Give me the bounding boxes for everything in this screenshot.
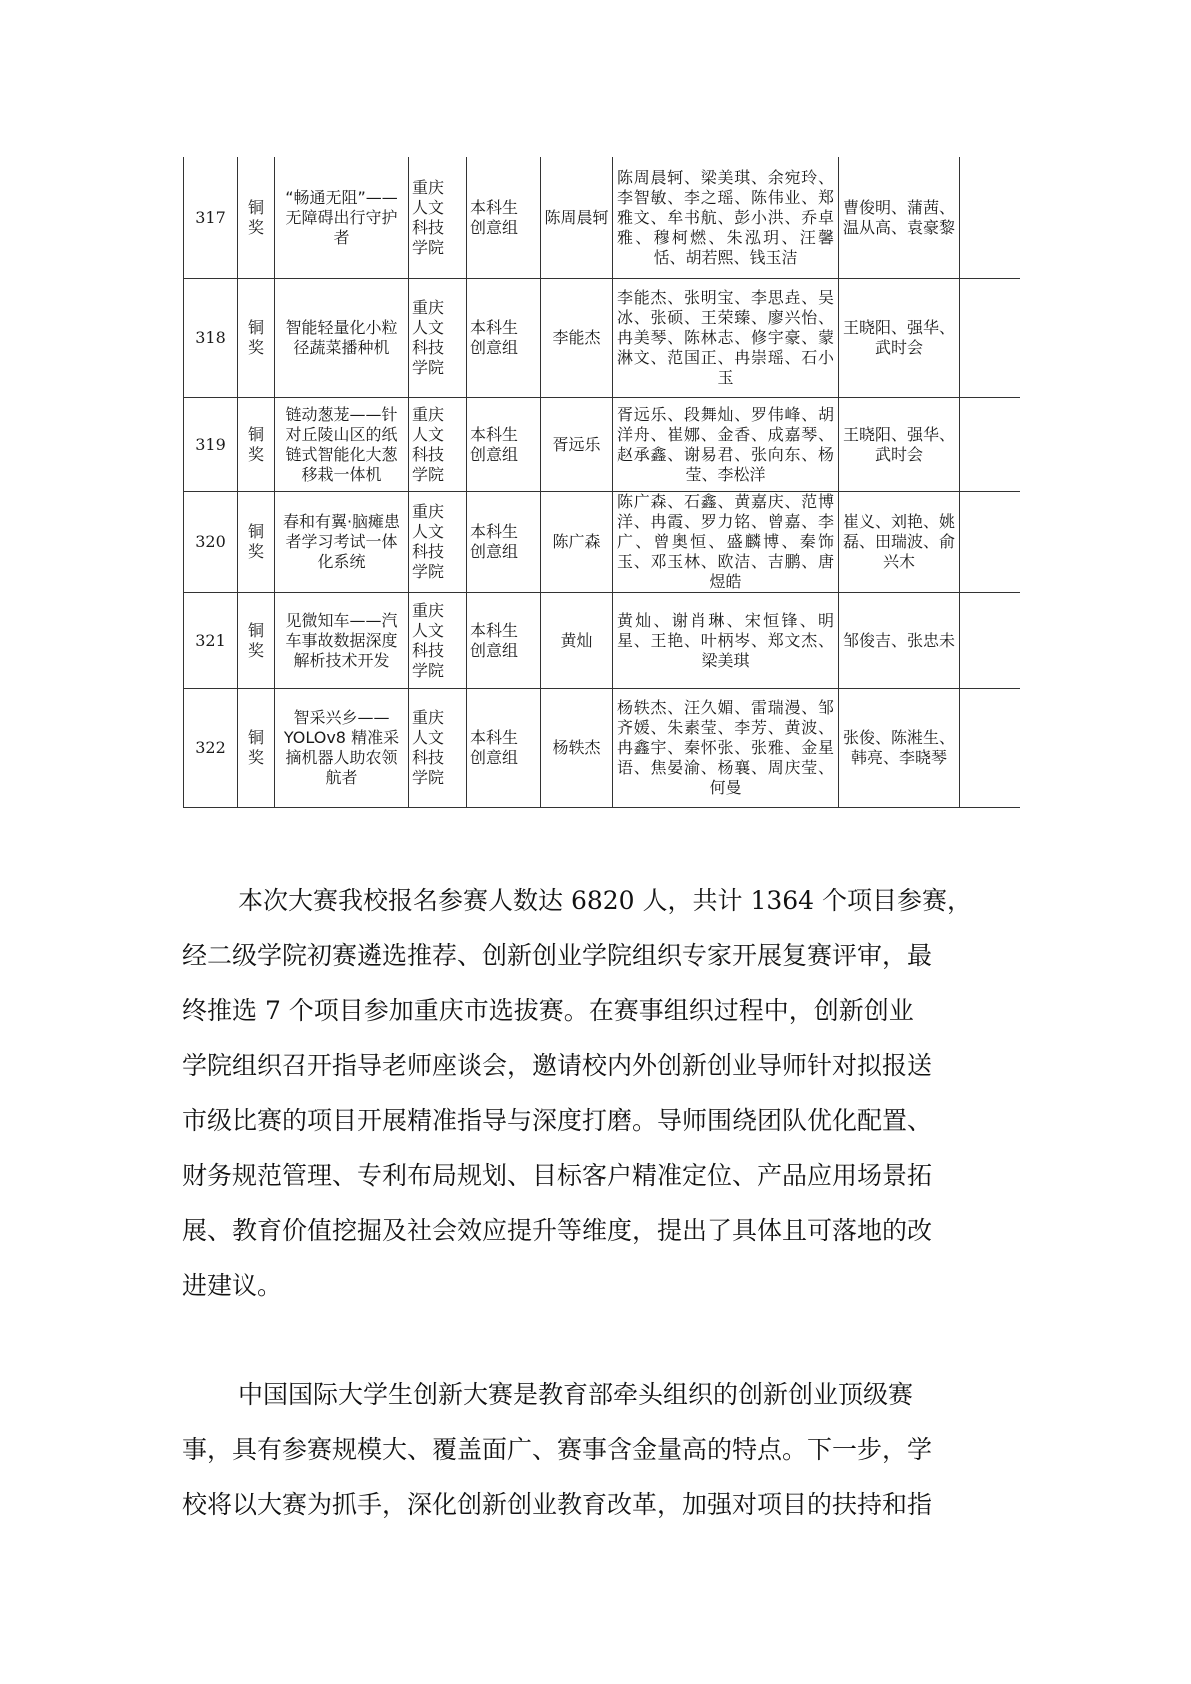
team-leader: 李能杰: [541, 279, 613, 398]
awards-table: [183, 157, 1020, 808]
school-name-line: 科技: [412, 542, 445, 561]
award-number: 320: [184, 492, 238, 593]
contest-group: [467, 492, 541, 593]
school-name-line: 人文: [412, 728, 445, 747]
school-name-line: 人文: [412, 620, 445, 640]
advisors: 王晓阳、强华、武时会: [839, 279, 960, 398]
award-row: [184, 593, 1020, 689]
trailing-cell: [960, 689, 1020, 808]
award-row: [184, 689, 1020, 808]
school-name-line: 学院: [412, 237, 445, 257]
team-leader: 陈周晨轲: [541, 157, 613, 279]
award-row: [184, 398, 1020, 492]
school-name-line: 人文: [412, 318, 445, 337]
school-name-line: 科技: [412, 748, 445, 767]
team-leader: 杨轶杰: [541, 689, 613, 808]
school-name-line: 学院: [412, 464, 445, 484]
contest-group-line: 本科生: [470, 620, 519, 640]
contest-group-line: 创意组: [470, 748, 519, 767]
team-members: 黄灿、谢肖琳、宋恒锋、明星、王艳、叶柄岑、郑文杰、梁美琪: [613, 593, 839, 689]
contest-group-line: 本科生: [470, 318, 519, 337]
school-name-line: 重庆: [412, 502, 445, 521]
team-members: 李能杰、张明宝、李思垚、吴冰、张硕、王荣臻、廖兴怡、冉美琴、陈林志、修宇豪、蒙淋文、范国正、冉崇瑶、石小玉: [613, 279, 839, 398]
trailing-cell: [960, 593, 1020, 689]
paragraph-line: 进建议。: [182, 1271, 283, 1300]
award-level: 铜奖: [238, 689, 275, 808]
trailing-cell: [960, 492, 1020, 593]
school-name: [409, 492, 467, 593]
contest-group-line: 本科生: [470, 424, 519, 444]
team-leader: 陈广森: [541, 492, 613, 593]
contest-group-line: 创意组: [470, 542, 519, 561]
school-name-line: 人文: [412, 197, 445, 217]
project-name: 链动葱茏——针对丘陵山区的纸链式智能化大葱移栽一体机: [275, 398, 409, 492]
advisors: 张俊、陈溎生、韩亮、李晓琴: [839, 689, 960, 808]
project-name: 春和有翼·脑瘫患者学习考试一体化系统: [275, 492, 409, 593]
school-name-line: 学院: [412, 562, 445, 581]
paragraph-line: 展、教育价值挖掘及社会效应提升等维度，提出了具体且可落地的改: [182, 1216, 933, 1245]
contest-group-line: 创意组: [470, 640, 519, 660]
team-members: 陈周晨轲、梁美琪、余宛玲、李智敏、李之瑶、陈伟业、郑雅文、牟书航、彭小洪、乔卓雅、穆柯燃、朱泓玥、汪馨恬、胡若熙、钱玉洁: [613, 157, 839, 279]
paragraph-line: 经二级学院初赛遴选推荐、创新创业学院组织专家开展复赛评审，最: [182, 941, 933, 970]
paragraph-line: 校将以大赛为抓手，深化创新创业教育改革，加强对项目的扶持和指: [182, 1490, 933, 1519]
award-row: [184, 157, 1020, 279]
team-members: 胥远乐、段舞灿、罗伟峰、胡洋舟、崔娜、金香、成嘉琴、赵承鑫、谢易君、张向东、杨莹、李松洋: [613, 398, 839, 492]
school-name-line: 科技: [412, 338, 445, 357]
award-level: 铜奖: [238, 279, 275, 398]
contest-group-line: 本科生: [470, 728, 519, 747]
award-number: 319: [184, 398, 238, 492]
project-name: 智采兴乡——YOLOv8 精准采摘机器人助农领航者: [275, 689, 409, 808]
award-level: 铜奖: [238, 593, 275, 689]
school-name-line: 学院: [412, 768, 445, 787]
trailing-cell: [960, 398, 1020, 492]
contest-group-line: 创意组: [470, 444, 519, 464]
award-number: 317: [184, 157, 238, 279]
contest-group: [467, 279, 541, 398]
school-name: [409, 689, 467, 808]
contest-group: [467, 593, 541, 689]
paragraph-line: 财务规范管理、专利布局规划、目标客户精准定位、产品应用场景拓: [182, 1161, 933, 1190]
contest-group: [467, 157, 541, 279]
school-name-line: 重庆: [412, 708, 445, 727]
paragraph-line: 终推选 7 个项目参加重庆市选拔赛。在赛事组织过程中，创新创业: [182, 996, 914, 1025]
team-members: 陈广森、石鑫、黄嘉庆、范博洋、冉霞、罗力铭、曾嘉、李广、曾奥恒、盛麟博、秦饰玉、邓玉林、欧洁、吉鹏、唐煜皓: [613, 492, 839, 593]
paragraph-competition-summary: [182, 873, 1018, 1313]
team-leader: 黄灿: [541, 593, 613, 689]
school-name-line: 科技: [412, 640, 445, 660]
award-level: 铜奖: [238, 398, 275, 492]
project-name: “畅通无阻”——无障碍出行守护者: [275, 157, 409, 279]
school-name: [409, 593, 467, 689]
project-name: 智能轻量化小粒径蔬菜播种机: [275, 279, 409, 398]
school-name-line: 重庆: [412, 298, 445, 317]
contest-group: [467, 398, 541, 492]
school-name-line: 重庆: [412, 404, 445, 424]
award-number: 321: [184, 593, 238, 689]
contest-group-line: 本科生: [470, 522, 519, 541]
paragraph-line: 本次大赛我校报名参赛人数达 6820 人，共计 1364 个项目参赛，: [238, 886, 973, 915]
school-name-line: 重庆: [412, 177, 445, 197]
school-name: [409, 157, 467, 279]
award-level: 铜奖: [238, 492, 275, 593]
paragraph-line: 学院组织召开指导老师座谈会，邀请校内外创新创业导师针对拟报送: [182, 1051, 933, 1080]
trailing-cell: [960, 157, 1020, 279]
trailing-cell: [960, 279, 1020, 398]
school-name-line: 学院: [412, 660, 445, 680]
school-name-line: 学院: [412, 358, 445, 377]
contest-group-line: 本科生: [470, 197, 519, 217]
advisors: 邹俊吉、张忠未: [839, 593, 960, 689]
paragraph-line: 事，具有参赛规模大、覆盖面广、赛事含金量高的特点。下一步，学: [182, 1435, 933, 1464]
award-row: [184, 492, 1020, 593]
school-name-line: 人文: [412, 522, 445, 541]
award-number: 322: [184, 689, 238, 808]
school-name-line: 科技: [412, 444, 445, 464]
project-name: 见微知车——汽车事故数据深度解析技术开发: [275, 593, 409, 689]
award-row: [184, 279, 1020, 398]
school-name-line: 科技: [412, 217, 445, 237]
advisors: 王晓阳、强华、武时会: [839, 398, 960, 492]
advisors: 曹俊明、蒲茜、温从高、袁豪黎: [839, 157, 960, 279]
contest-group: [467, 689, 541, 808]
paragraph-next-steps: [182, 1367, 1018, 1532]
contest-group-line: 创意组: [470, 338, 519, 357]
award-number: 318: [184, 279, 238, 398]
school-name-line: 人文: [412, 424, 445, 444]
school-name: [409, 398, 467, 492]
team-leader: 胥远乐: [541, 398, 613, 492]
paragraph-line: 市级比赛的项目开展精准指导与深度打磨。导师围绕团队优化配置、: [182, 1106, 933, 1135]
school-name-line: 重庆: [412, 600, 445, 620]
team-members: 杨轶杰、汪久媚、雷瑞漫、邹齐媛、朱素莹、李芳、黄波、冉鑫宇、秦怀张、张雅、金星语、焦晏渝、杨襄、周庆莹、何曼: [613, 689, 839, 808]
paragraph-line: 中国国际大学生创新大赛是教育部牵头组织的创新创业顶级赛: [238, 1380, 914, 1409]
contest-group-line: 创意组: [470, 217, 519, 237]
award-level: 铜奖: [238, 157, 275, 279]
school-name: [409, 279, 467, 398]
advisors: 崔义、刘艳、姚磊、田瑞波、俞兴木: [839, 492, 960, 593]
